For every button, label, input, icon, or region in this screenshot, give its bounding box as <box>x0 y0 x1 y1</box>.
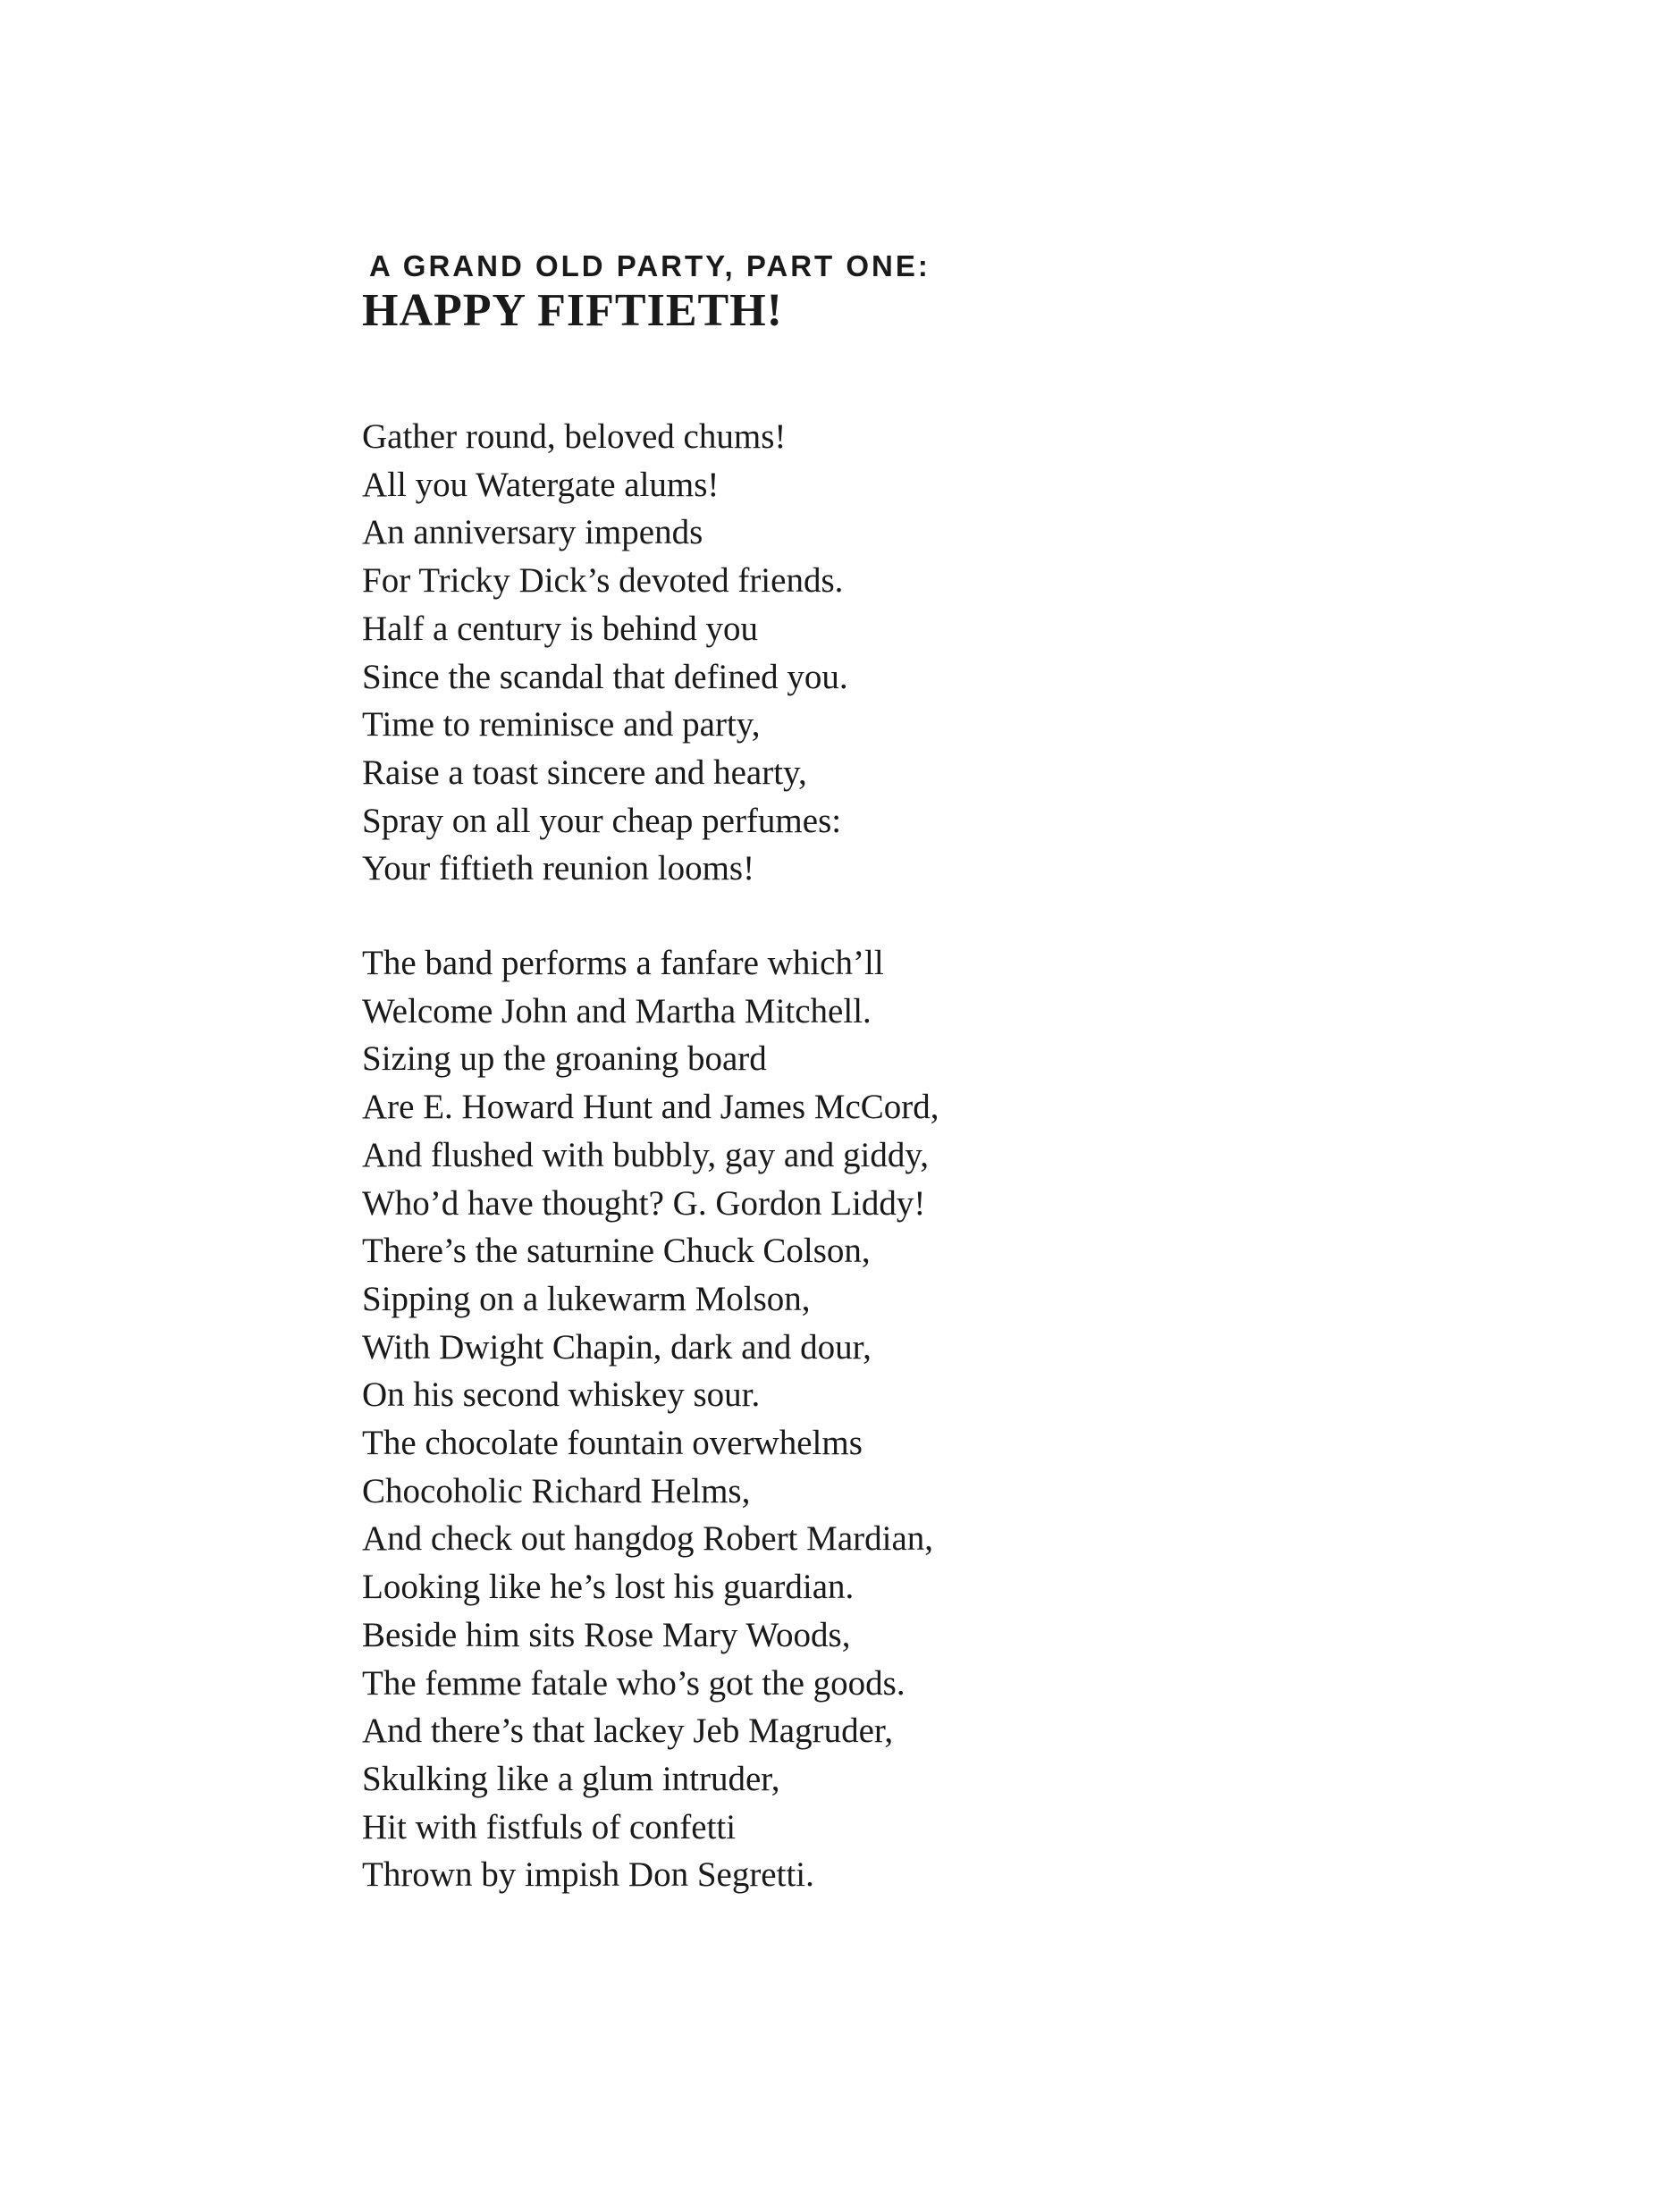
poem-line: The chocolate fountain overwhelms <box>362 1424 863 1463</box>
poem-line: Gather round, beloved chums! <box>362 417 787 456</box>
poem-line: For Tricky Dick’s devoted friends. <box>362 561 844 601</box>
poem-line: Sipping on a lukewarm Molson, <box>362 1279 811 1318</box>
poem-line: Hit with fistfuls of confetti <box>362 1807 737 1846</box>
poem-line: Thrown by impish Don Segretti. <box>362 1855 814 1895</box>
poem-line: Since the scandal that defined you. <box>362 657 848 696</box>
poem-line: The band performs a fanfare which’ll <box>362 944 884 982</box>
poem-line: Time to reminisce and party, <box>362 705 761 744</box>
poem-line: Who’d have thought? G. Gordon Liddy! <box>362 1183 926 1223</box>
series-kicker: A GRAND OLD PARTY, PART ONE: <box>369 249 931 282</box>
poem-header <box>362 248 931 338</box>
poem-line: Spray on all your cheap perfumes: <box>362 801 842 840</box>
poem-line: Skulking like a glum intruder, <box>362 1759 780 1798</box>
poem-line: The femme fatale who’s got the goods. <box>362 1663 905 1703</box>
poem-line: An anniversary impends <box>362 513 703 552</box>
poem-line: All you Watergate alums! <box>362 465 720 504</box>
poem-line: And flushed with bubbly, gay and giddy, <box>362 1135 930 1174</box>
poem-line: Looking like he’s lost his guardian. <box>362 1568 855 1607</box>
poem-line: With Dwight Chapin, dark and dour, <box>362 1327 872 1367</box>
poem-line: Sizing up the groaning board <box>362 1039 767 1079</box>
poem-line: Raise a toast sincere and hearty, <box>362 753 807 792</box>
poem-line: On his second whiskey sour. <box>362 1375 761 1415</box>
poem-line: Welcome John and Martha Mitchell. <box>362 991 872 1030</box>
stanza-2 <box>362 939 939 1899</box>
poem-line: Beside him sits Rose Mary Woods, <box>362 1615 851 1654</box>
poem-line: Chocoholic Richard Helms, <box>362 1471 751 1510</box>
poem-title: HAPPY FIFTIETH! <box>362 285 783 336</box>
poem-line: Are E. Howard Hunt and James McCord, <box>362 1088 939 1127</box>
poem-line: There’s the saturnine Chuck Colson, <box>362 1232 871 1271</box>
poem-line: And check out hangdog Robert Mardian, <box>362 1519 934 1559</box>
poem-line: Half a century is behind you <box>362 609 758 648</box>
poem-line: Your fiftieth reunion looms! <box>362 849 755 888</box>
poem-line: And there’s that lackey Jeb Magruder, <box>362 1712 894 1751</box>
stanza-1 <box>362 413 848 893</box>
